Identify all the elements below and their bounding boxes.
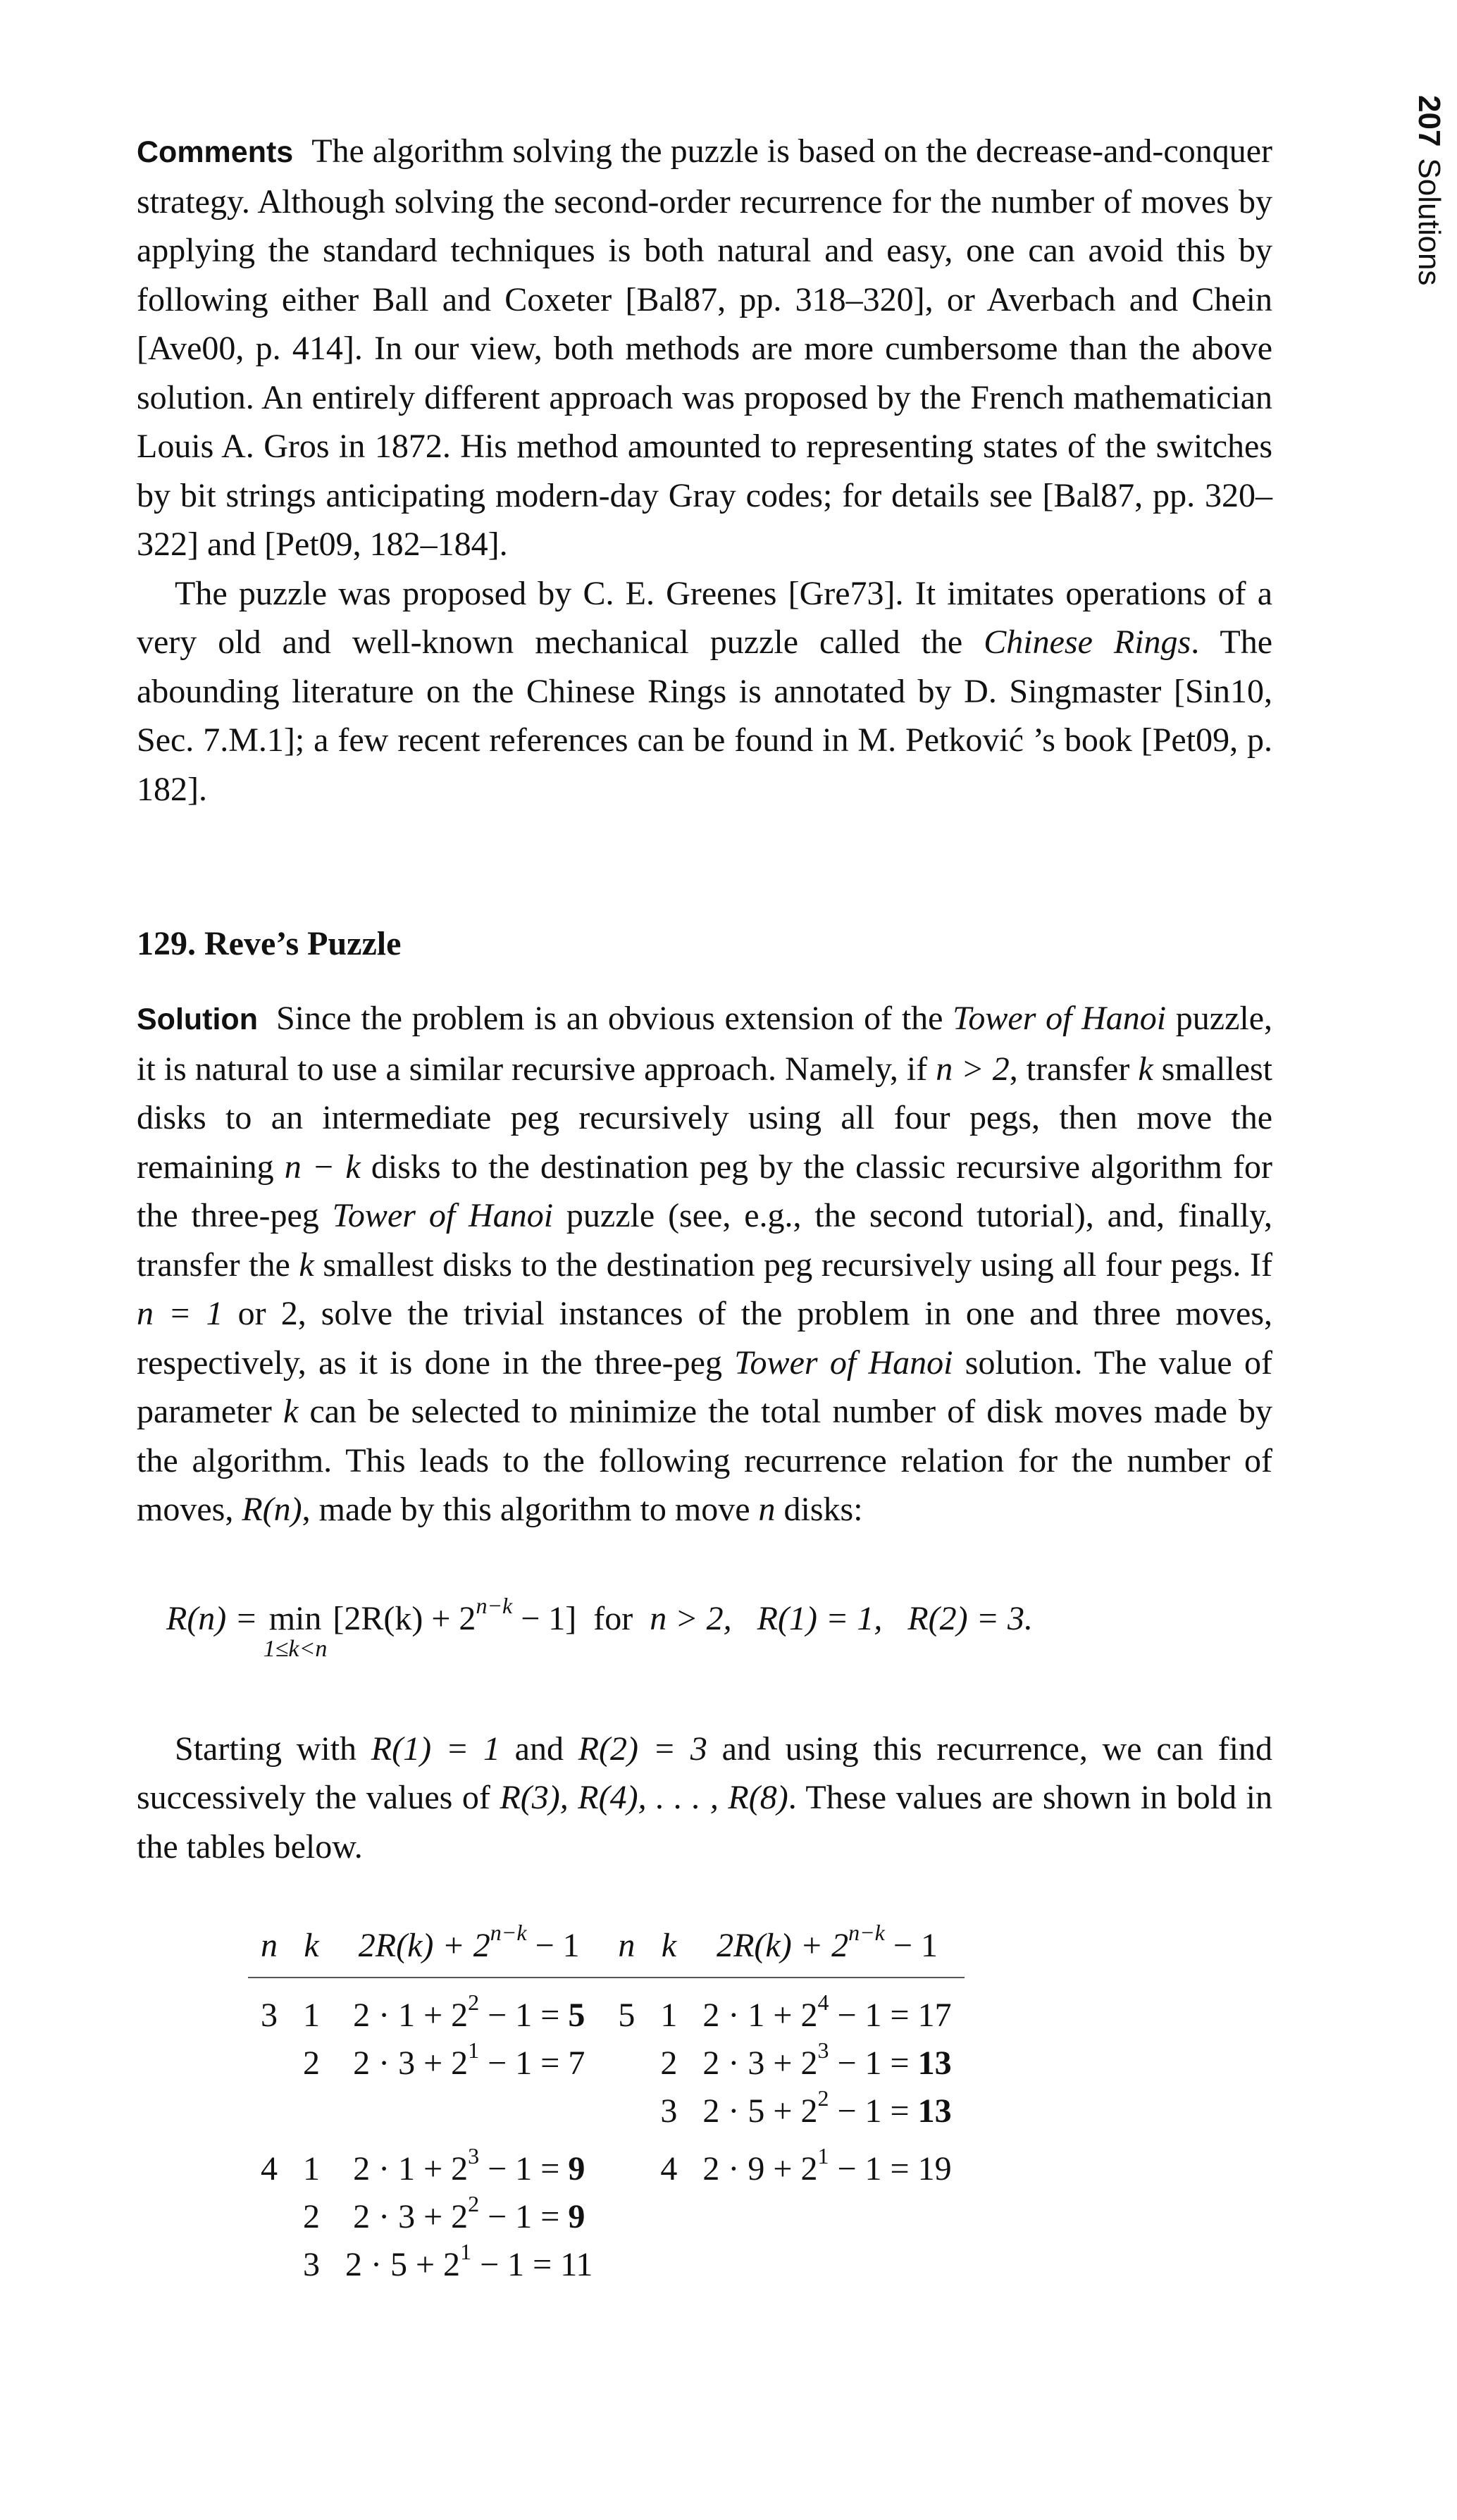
header-k-right: k [647, 1920, 690, 1978]
header-k-left: k [290, 1920, 333, 1978]
cell-n [605, 2087, 647, 2135]
cell-n [248, 2192, 290, 2240]
table-row [248, 2240, 965, 2288]
after-equation-paragraph [137, 1725, 1272, 1872]
cell-k: 1 [303, 2149, 320, 2187]
cell-k: 4 [660, 2149, 678, 2187]
cell-expr [333, 2087, 605, 2135]
cell-value: 17 [917, 1996, 952, 2034]
cell-value: 7 [568, 2044, 585, 2082]
cell-n [248, 2087, 290, 2135]
header-n-right: n [605, 1920, 647, 1978]
cell-n [248, 2039, 290, 2087]
comments-label: Comments [137, 135, 294, 169]
solution-text: , transfer [1009, 1050, 1139, 1088]
cell-k: 2 [303, 2044, 320, 2082]
solution-text: puzzle, it is natural to use a similar recursive approach. Namely, if [137, 1000, 1273, 1088]
cell-value: 13 [917, 2044, 952, 2082]
comments-paragraph [137, 127, 1272, 569]
min-subscript: 1≤k<n [263, 1635, 328, 1662]
equation-base-case-1: R(1) = 1, [757, 1599, 883, 1637]
solution-text: can be selected to minimize the total number of disk moves made by the algorithm. This leads to the following recurrence relation for the number of moves, [137, 1393, 1273, 1528]
cell-expr: $2 \cdot 9 + 2^1 - 1 = 19$ [702, 2142, 952, 2187]
solution-text: puzzle (see, e.g., the second tutorial), and, finally, transfer the [137, 1197, 1273, 1284]
table-row [248, 2135, 965, 2192]
header-expr-left: $2R(k) + 2^{n-k} - 1$ [333, 1920, 605, 1978]
tower-of-hanoi-term: Tower of Hanoi [332, 1197, 554, 1234]
cell-value: 19 [917, 2149, 952, 2187]
cell-k: 1 [660, 1996, 678, 2034]
equation-base-case-2: R(2) = 3. [907, 1599, 1034, 1637]
cell-n [605, 2192, 647, 2240]
equation-body: [2R(k) + 2 [333, 1599, 476, 1637]
solution-text: smallest disks to the destination peg recursively using all four pegs. If [314, 1246, 1272, 1284]
comments-text-2a: The puzzle was proposed by C. E. Greenes [Gre73]. It imitates operations of a very old and well-known mechanical puzzle called the [137, 574, 1272, 661]
tower-of-hanoi-term: Tower of Hanoi [953, 1000, 1167, 1037]
math-inline: R(2) = 3 [578, 1730, 707, 1768]
math-inline: n > 2 [936, 1050, 1010, 1088]
cell-k [290, 2087, 333, 2135]
solution-text: Since the problem is an obvious extension of the [275, 1000, 953, 1037]
cell-expr: $2 \cdot 3 + 2^3 - 1 = 13$ [702, 2037, 952, 2082]
solution-text: or 2, solve the trivial instances of the problem in one and three moves, respectively, as it is done in the three-peg [137, 1295, 1273, 1382]
cell-n: 3 [261, 1996, 278, 2034]
min-operator [264, 1598, 328, 1661]
cell-expr: $2 \cdot 3 + 2^2 - 1 = 9$ [353, 2190, 585, 2235]
table-row [248, 2087, 965, 2135]
cell-value: 9 [568, 2149, 585, 2187]
after-text: Starting with [175, 1730, 371, 1768]
cell-value: 5 [568, 1996, 585, 2034]
comments-text: The algorithm solving the puzzle is based on the decrease-and-conquer strategy. Although solving the second-order recurrence for the number of moves by applying the standard techniques is both natural and easy, one can avoid this by following either Ball and Coxeter [Bal87, pp. 318–320], or Averbach and Chein [Ave00, p. 414]. In our view, both methods are more cumbersome than the above solution. An entirely different approach was proposed by the French mathematician Louis A. Gros in 1872. His method amounted to representing states of the switches by bit strings anticipating modern-day Gray codes; for details see [Bal87, pp. 320–322] and [Pet09, 182–184]. [137, 132, 1272, 563]
cell-n [605, 2039, 647, 2087]
tower-of-hanoi-term: Tower of Hanoi [734, 1343, 953, 1382]
math-inline: k [299, 1246, 314, 1284]
equation-for: for [593, 1599, 633, 1637]
equation-lhs: R(n) = [166, 1599, 258, 1637]
equation-exponent: n−k [476, 1592, 513, 1618]
comments-paragraph-2 [137, 569, 1272, 814]
cell-k: 3 [303, 2245, 320, 2283]
page-number: 207 [1412, 95, 1446, 147]
running-head: Solutions [1412, 158, 1446, 286]
cell-value: 9 [568, 2197, 585, 2235]
cell-expr: $2 \cdot 1 + 2^3 - 1 = 9$ [353, 2142, 585, 2187]
cell-k: 2 [303, 2197, 320, 2235]
equation-body-tail: − 1] [512, 1599, 577, 1637]
cell-expr: $2 \cdot 5 + 2^2 - 1 = 13$ [702, 2085, 952, 2130]
cell-expr: $2 \cdot 1 + 2^4 - 1 = 17$ [702, 1989, 952, 2034]
cell-k: 1 [303, 1996, 320, 2034]
section-heading: 129. Reve’s Puzzle [137, 925, 402, 962]
cell-n [605, 2240, 647, 2288]
cell-expr: $2 \cdot 3 + 2^1 - 1 = 7$ [353, 2037, 585, 2082]
cell-expr: $2 \cdot 5 + 2^1 - 1 = 11$ [345, 2238, 593, 2283]
math-inline: k [1138, 1050, 1153, 1088]
running-header [1411, 95, 1446, 321]
header-n-left: n [248, 1920, 290, 1978]
solution-label: Solution [137, 1003, 258, 1036]
cell-expr: $2 \cdot 1 + 2^2 - 1 = 5$ [353, 1989, 585, 2034]
math-inline: R(n) [242, 1491, 302, 1528]
equation-condition: n > 2, [650, 1599, 732, 1637]
header-expr-right: $2R(k) + 2^{n-k} - 1$ [690, 1920, 964, 1978]
math-inline: R(3), R(4), . . . , R(8) [500, 1779, 788, 1816]
values-table-wrapper [248, 1920, 1272, 2288]
solution-text: disks to the destination peg by the classic recursive algorithm for the three-peg [137, 1148, 1272, 1234]
cell-expr [690, 2240, 964, 2288]
solution-text: , made by this algorithm to move [302, 1491, 759, 1528]
solution-text: disks: [775, 1491, 863, 1528]
cell-value: 11 [560, 2245, 593, 2283]
cell-k: 3 [660, 2092, 678, 2130]
page-header [1387, 95, 1457, 317]
table-row [248, 2192, 965, 2240]
solution-text: solution. The value of parameter [137, 1343, 1272, 1430]
cell-k: 2 [660, 2044, 678, 2082]
solution-paragraph [137, 994, 1272, 1534]
cell-n: 4 [261, 2149, 278, 2187]
table-row [248, 1978, 965, 2039]
math-inline: n = 1 [137, 1295, 223, 1332]
solution-text: smallest disks to an intermediate peg recursively using all four pegs, then move the remaining [137, 1050, 1273, 1186]
min-label: min [268, 1599, 322, 1637]
cell-expr [690, 2192, 964, 2240]
after-text: . These values are shown in bold in the tables below. [137, 1779, 1272, 1866]
cell-k [647, 2192, 690, 2240]
after-text: and using this recurrence, we can find successively the values of [137, 1730, 1272, 1816]
comments-text-2b: . The abounding literature on the Chinese Rings is annotated by D. Singmaster [Sin10, Sec. 7.M.1]; a few recent references can be found in M. Petković ’s book [Pet09, p. 182]. [137, 623, 1272, 808]
table-header-row [248, 1920, 965, 1978]
chinese-rings-term: Chinese Rings [984, 623, 1191, 661]
table-row [248, 2039, 965, 2087]
table-body [248, 1978, 965, 2288]
cell-n: 5 [618, 1996, 636, 2034]
recurrence-equation [137, 1592, 1272, 1662]
cell-n [605, 2135, 647, 2192]
page-content [137, 127, 1272, 2288]
math-inline: n − k [284, 1148, 361, 1186]
cell-value: 13 [917, 2092, 952, 2130]
after-text: and [500, 1730, 578, 1768]
math-inline: n [758, 1491, 776, 1528]
cell-k [647, 2240, 690, 2288]
values-table [248, 1920, 965, 2288]
math-inline: k [283, 1393, 299, 1430]
cell-n [248, 2240, 290, 2288]
math-inline: R(1) = 1 [371, 1730, 500, 1768]
